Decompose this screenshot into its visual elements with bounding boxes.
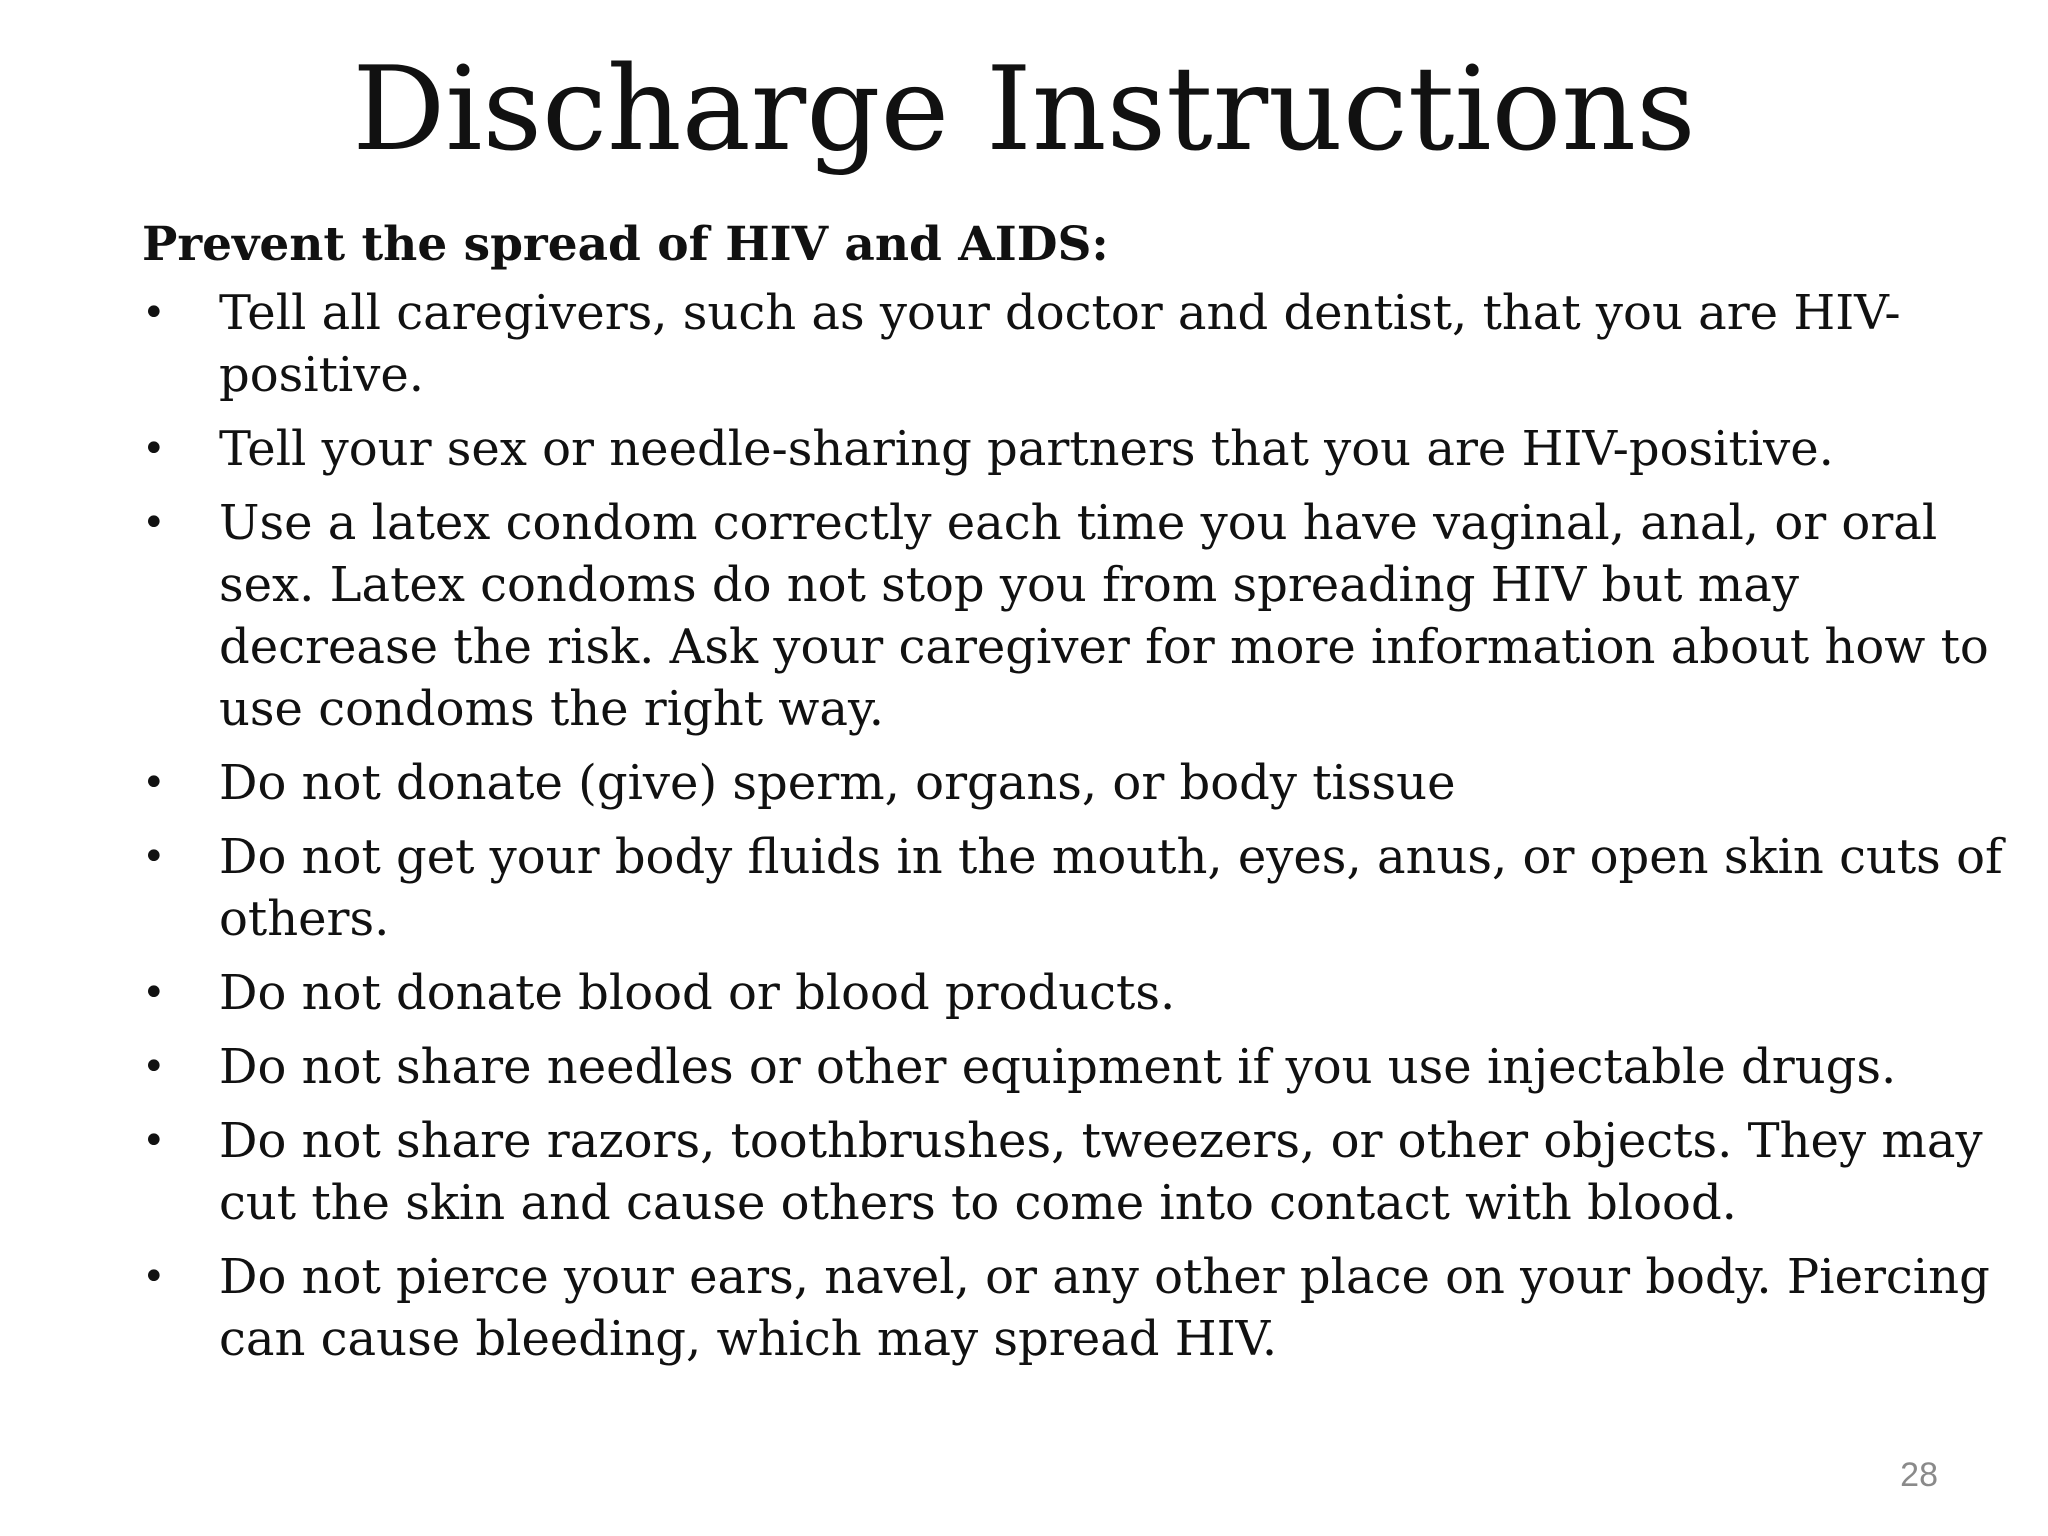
bullet-icon: • [142, 834, 166, 880]
slide-title: Discharge Instructions [352, 42, 1696, 177]
list-item-text: Tell all caregivers, such as your doctor and dentist, that you are HIV-positive. [219, 285, 1901, 403]
list-item-text: Do not pierce your ears, navel, or any other place on your body. Piercing can cause bleeding, which may spread HIV. [219, 1249, 1990, 1367]
list-item-text: Do not share needles or other equipment if you use injectable drugs. [219, 1039, 1897, 1095]
page-number: 28 [1900, 1456, 1938, 1494]
list-item-text: Do not donate (give) sperm, organs, or body tissue [219, 755, 1456, 811]
list-item-text: Do not share razors, toothbrushes, tweezers, or other objects. They may cut the skin and cause others to come into contact with blood. [219, 1113, 1983, 1231]
list-item-text: Do not donate blood or blood products. [219, 965, 1176, 1021]
bullet-icon: • [142, 290, 166, 336]
list-item-text: Use a latex condom correctly each time you have vaginal, anal, or oral sex. Latex condoms do not stop you from spreading HIV but may decrease the risk. Ask your caregiver for more information about how to use condoms the right way. [219, 495, 1989, 737]
list-item [142, 1110, 2032, 1234]
list-item [142, 962, 2032, 1024]
list-item [142, 282, 2032, 406]
list-item-text: Tell your sex or needle-sharing partners that you are HIV-positive. [219, 421, 1834, 477]
bullet-icon: • [142, 426, 166, 472]
bullet-list [142, 282, 2032, 1382]
list-item [142, 826, 2032, 950]
bullet-icon: • [142, 970, 166, 1016]
list-item-text: Do not get your body fluids in the mouth, eyes, anus, or open skin cuts of others. [219, 829, 2003, 947]
bullet-icon: • [142, 500, 166, 546]
list-item [142, 492, 2032, 740]
bullet-icon: • [142, 1118, 166, 1164]
list-item [142, 752, 2032, 814]
list-item [142, 1246, 2032, 1370]
bullet-icon: • [142, 1044, 166, 1090]
list-item [142, 418, 2032, 480]
section-heading: Prevent the spread of HIV and AIDS: [142, 217, 1109, 272]
bullet-icon: • [142, 1254, 166, 1300]
list-item [142, 1036, 2032, 1098]
bullet-icon: • [142, 760, 166, 806]
